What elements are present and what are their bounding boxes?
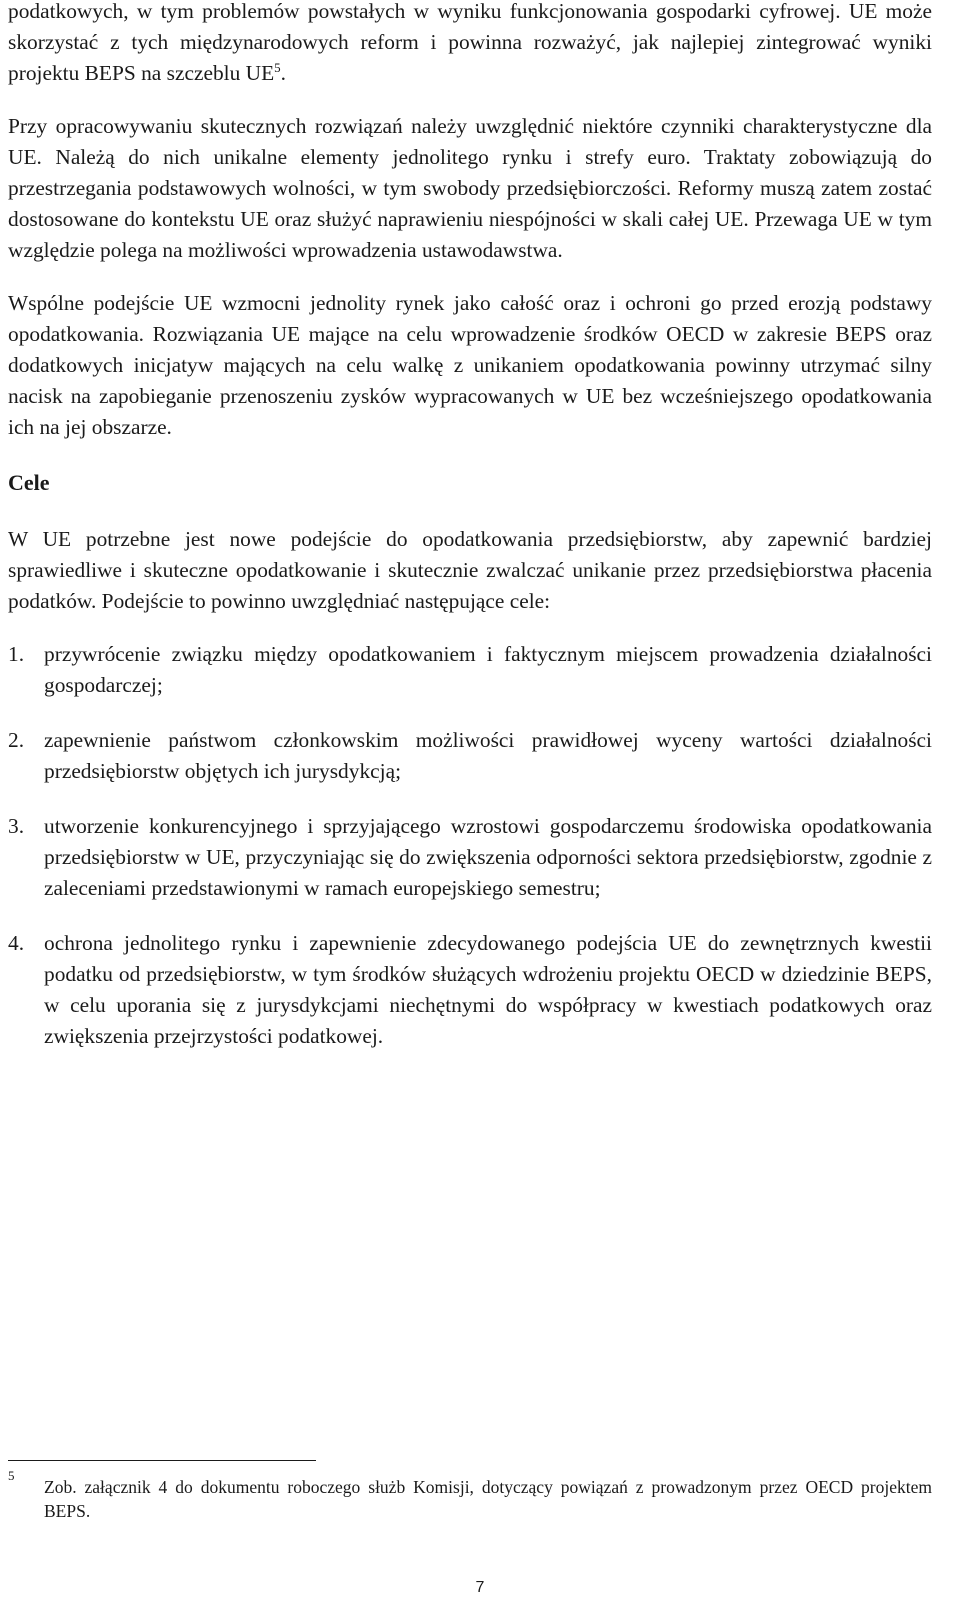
list-item xyxy=(8,811,932,904)
paragraph-intro xyxy=(8,0,932,89)
page-number: 7 xyxy=(475,1579,485,1596)
list-item-number: 3. xyxy=(8,814,25,838)
footnote-reference[interactable]: 5 xyxy=(274,59,281,75)
list-item-text: utworzenie konkurencyjnego i sprzyjającego wzrostowi gospodarczemu środowiska opodatkowania przedsiębiorstw w UE, przyczyniając się do zwiększenia odporności sektora przedsiębiorstw, zgodnie z zaleceniami przedstawionymi w ramach europejskiego semestru; xyxy=(44,814,932,900)
document-page xyxy=(8,0,932,1076)
paragraph-intro-end: . xyxy=(280,61,286,85)
list-item xyxy=(8,639,932,701)
list-item-number: 2. xyxy=(8,728,25,752)
goals-list xyxy=(8,639,932,1052)
list-item-number: 1. xyxy=(8,642,25,666)
list-item-text: przywrócenie związku między opodatkowaniem i faktycznym miejscem prowadzenia działalności gospodarczej; xyxy=(44,642,932,697)
footnote-mark: 5 xyxy=(8,1468,15,1483)
footnote xyxy=(8,1468,932,1523)
paragraph-intro-text: podatkowych, w tym problemów powstałych w wyniku funkcjonowania gospodarki cyfrowej. UE może skorzystać z tych międzynarodowych reform i powinna rozważyć, jak najlepiej zintegrować wyniki projektu BEPS na szczeblu UE xyxy=(8,0,932,85)
section-heading: Cele xyxy=(8,470,50,495)
paragraph-eu-factors: Przy opracowywaniu skutecznych rozwiązań należy uwzględnić niektóre czynniki charakterystyczne dla UE. Należą do nich unikalne elementy jednolitego rynku i strefy euro. Traktaty zobowiązują do przestrzegania podstawowych wolności, w tym swobody przedsiębiorczości. Reformy muszą zatem zostać dostosowane do kontekstu UE oraz służyć naprawieniu niespójności w skali całej UE. Przewaga UE w tym względzie polega na możliwości wprowadzenia ustawodawstwa. xyxy=(8,114,932,262)
list-item-text: ochrona jednolitego rynku i zapewnienie zdecydowanego podejścia UE do zewnętrznych kwestii podatku od przedsiębiorstw, w tym środków służących wdrożeniu projektu OECD w dziedzinie BEPS, w celu uporania się z jurysdykcjami niechętnymi do współpracy w kwestiach podatkowych oraz zwiększenia przejrzystości podatkowej. xyxy=(44,931,932,1048)
list-item-number: 4. xyxy=(8,931,25,955)
list-item xyxy=(8,928,932,1052)
footnote-text: Zob. załącznik 4 do dokumentu roboczego służb Komisji, dotyczący powiązań z prowadzonym przez OECD projektem BEPS. xyxy=(44,1477,932,1521)
list-item-text: zapewnienie państwom członkowskim możliwości prawidłowej wyceny wartości działalności przedsiębiorstw objętych ich jurysdykcją; xyxy=(44,728,932,783)
footnote-separator xyxy=(8,1460,316,1461)
paragraph-common-approach: Wspólne podejście UE wzmocni jednolity rynek jako całość oraz i ochroni go przed erozją podstawy opodatkowania. Rozwiązania UE mające na celu wprowadzenie środków OECD w zakresie BEPS oraz dodatkowych inicjatyw mających na celu walkę z unikaniem opodatkowania powinny utrzymać silny nacisk na zapobieganie przenoszeniu zysków wypracowanych w UE bez wcześniejszego opodatkowania ich na jej obszarze. xyxy=(8,291,932,439)
list-item xyxy=(8,725,932,787)
section-intro: W UE potrzebne jest nowe podejście do opodatkowania przedsiębiorstw, aby zapewnić bardziej sprawiedliwe i skuteczne opodatkowanie i skutecznie zwalczać unikanie przez przedsiębiorstwa płacenia podatków. Podejście to powinno uwzględniać następujące cele: xyxy=(8,527,932,613)
